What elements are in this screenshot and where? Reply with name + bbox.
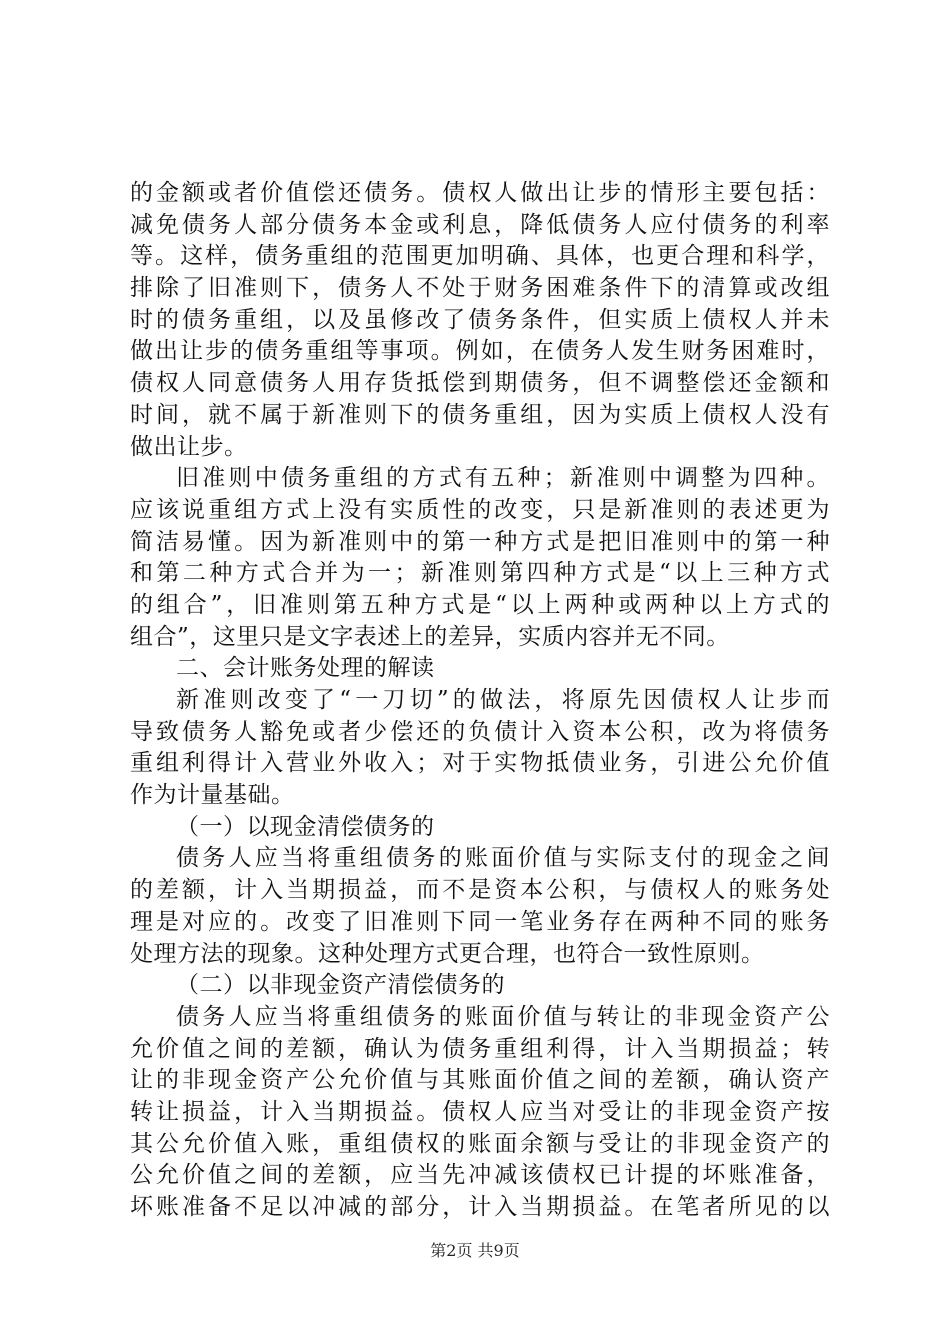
text-line: 应该说重组方式上没有实质性的改变，只是新准则的表述更为 — [130, 496, 830, 523]
text-line: 允价值之间的差额，确认为债务重组利得，计入当期损益；转 — [130, 1035, 830, 1062]
text-line: 组合”，这里只是文字表述上的差异，实质内容并无不同。 — [130, 623, 730, 650]
text-line: 排除了旧准则下，债务人不处于财务困难条件下的清算或改组 — [130, 275, 830, 302]
text-line: 做出让步。 — [130, 433, 248, 460]
text-line: 减免债务人部分债务本金或利息，降低债务人应付债务的利率 — [130, 211, 830, 238]
text-line: 时的债务重组，以及虽修改了债务条件，但实质上债权人并未 — [130, 306, 830, 333]
text-line: 导致债务人豁免或者少偿还的负债计入资本公积，改为将债务 — [130, 718, 830, 745]
text-line: 做出让步的债务重组等事项。例如，在债务人发生财务困难时， — [130, 338, 830, 365]
text-line: 时间，就不属于新准则下的债务重组，因为实质上债权人没有 — [130, 401, 830, 428]
text-line: 债务人应当将重组债务的账面价值与实际支付的现金之间 — [176, 845, 830, 872]
text-line: 公允价值之间的差额，应当先冲减该债权已计提的坏账准备， — [130, 1162, 830, 1189]
text-line: 简洁易懂。因为新准则中的第一种方式是把旧准则中的第一种 — [130, 528, 830, 555]
subsection-heading: （二）以非现金资产清偿债务的 — [176, 972, 505, 999]
body-text — [130, 178, 830, 1224]
page-number-footer: 第2页 共9页 — [430, 1241, 520, 1260]
text-line: 债务人应当将重组债务的账面价值与转让的非现金资产公 — [176, 1003, 830, 1030]
text-line: 处理方法的现象。这种处理方式更合理，也符合一致性原则。 — [130, 940, 765, 967]
text-line: 理是对应的。改变了旧准则下同一笔业务存在两种不同的账务 — [130, 908, 830, 935]
text-line: 的金额或者价值偿还债务。债权人做出让步的情形主要包括： — [130, 180, 830, 206]
text-line: 的组合”，旧准则第五种方式是“以上两种或两种以上方式的 — [130, 591, 830, 618]
text-line: 旧准则中债务重组的方式有五种；新准则中调整为四种。 — [176, 465, 830, 492]
text-line: 让的非现金资产公允价值与其账面价值之间的差额，确认资产 — [130, 1067, 830, 1094]
text-line: 重组利得计入营业外收入；对于实物抵债业务，引进公允价值 — [130, 750, 830, 777]
text-line: 和第二种方式合并为一；新准则第四种方式是“以上三种方式 — [130, 560, 830, 587]
section-heading: 二、会计账务处理的解读 — [176, 655, 435, 682]
text-line: 等。这样，债务重组的范围更加明确、具体，也更合理和科学， — [130, 243, 830, 270]
subsection-heading: （一）以现金清偿债务的 — [176, 813, 435, 840]
text-line: 坏账准备不足以冲减的部分，计入当期损益。在笔者所见的以 — [130, 1194, 830, 1220]
text-line: 作为计量基础。 — [130, 782, 295, 809]
text-line: 债权人同意债务人用存货抵偿到期债务，但不调整偿还金额和 — [130, 370, 830, 397]
text-line: 的差额，计入当期损益，而不是资本公积，与债权人的账务处 — [130, 877, 830, 904]
text-line: 其公允价值入账，重组债权的账面余额与受让的非现金资产的 — [130, 1130, 830, 1157]
text-line: 转让损益，计入当期损益。债权人应当对受让的非现金资产按 — [130, 1098, 830, 1125]
text-line: 新准则改变了“一刀切”的做法，将原先因债权人让步而 — [176, 687, 830, 713]
